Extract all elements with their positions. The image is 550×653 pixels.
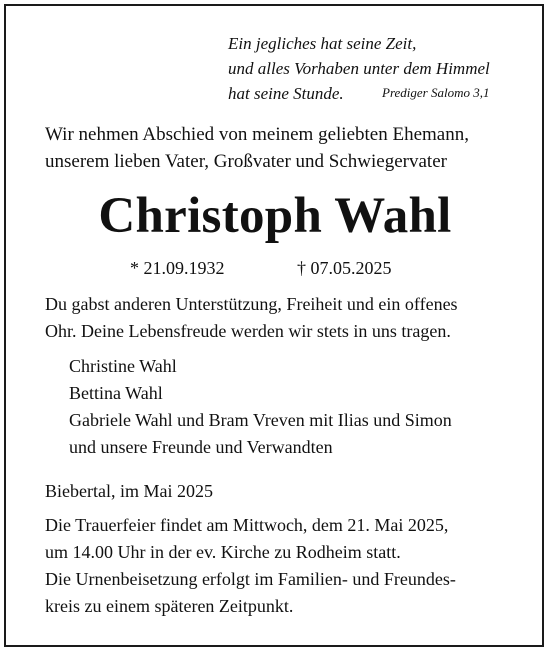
message-line: Du gabst anderen Unterstützung, Freiheit und ein offenes	[45, 294, 458, 314]
funeral-service-info	[45, 512, 456, 620]
service-line: kreis zu einem späteren Zeitpunkt.	[45, 596, 294, 616]
mourner-entry: Gabriele Wahl und Bram Vreven mit Ilias und Simon	[69, 410, 452, 430]
verse-line: Ein jegliches hat seine Zeit,	[228, 34, 417, 53]
intro-line: Wir nehmen Abschied von meinem geliebten Ehemann,	[45, 124, 469, 145]
place-and-date: Biebertal, im Mai 2025	[45, 481, 213, 501]
mourner-entry: Bettina Wahl	[69, 383, 163, 403]
service-line: um 14.00 Uhr in der ev. Kirche zu Rodheim statt.	[45, 542, 401, 562]
mourner-entry: Christine Wahl	[69, 356, 177, 376]
verse-line: und alles Vorhaben unter dem Himmel	[228, 59, 490, 78]
service-line: Die Trauerfeier findet am Mittwoch, dem 21. Mai 2025,	[45, 515, 449, 535]
intro-text	[45, 121, 469, 175]
verse-source: Prediger Salomo 3,1	[382, 85, 490, 100]
intro-line: unserem lieben Vater, Großvater und Schwiegervater	[45, 151, 447, 172]
mourner-entry: und unsere Freunde und Verwandten	[69, 437, 333, 457]
verse-line: hat seine Stunde.	[228, 84, 344, 103]
farewell-message	[45, 291, 458, 345]
service-line: Die Urnenbeisetzung erfolgt im Familien- und Freundes-	[45, 569, 456, 589]
death-date: † 07.05.2025	[297, 258, 392, 278]
deceased-name: Christoph Wahl	[98, 188, 452, 244]
mourners-list	[69, 353, 452, 461]
birth-date: * 21.09.1932	[130, 258, 225, 278]
message-line: Ohr. Deine Lebensfreude werden wir stets in uns tragen.	[45, 321, 451, 341]
